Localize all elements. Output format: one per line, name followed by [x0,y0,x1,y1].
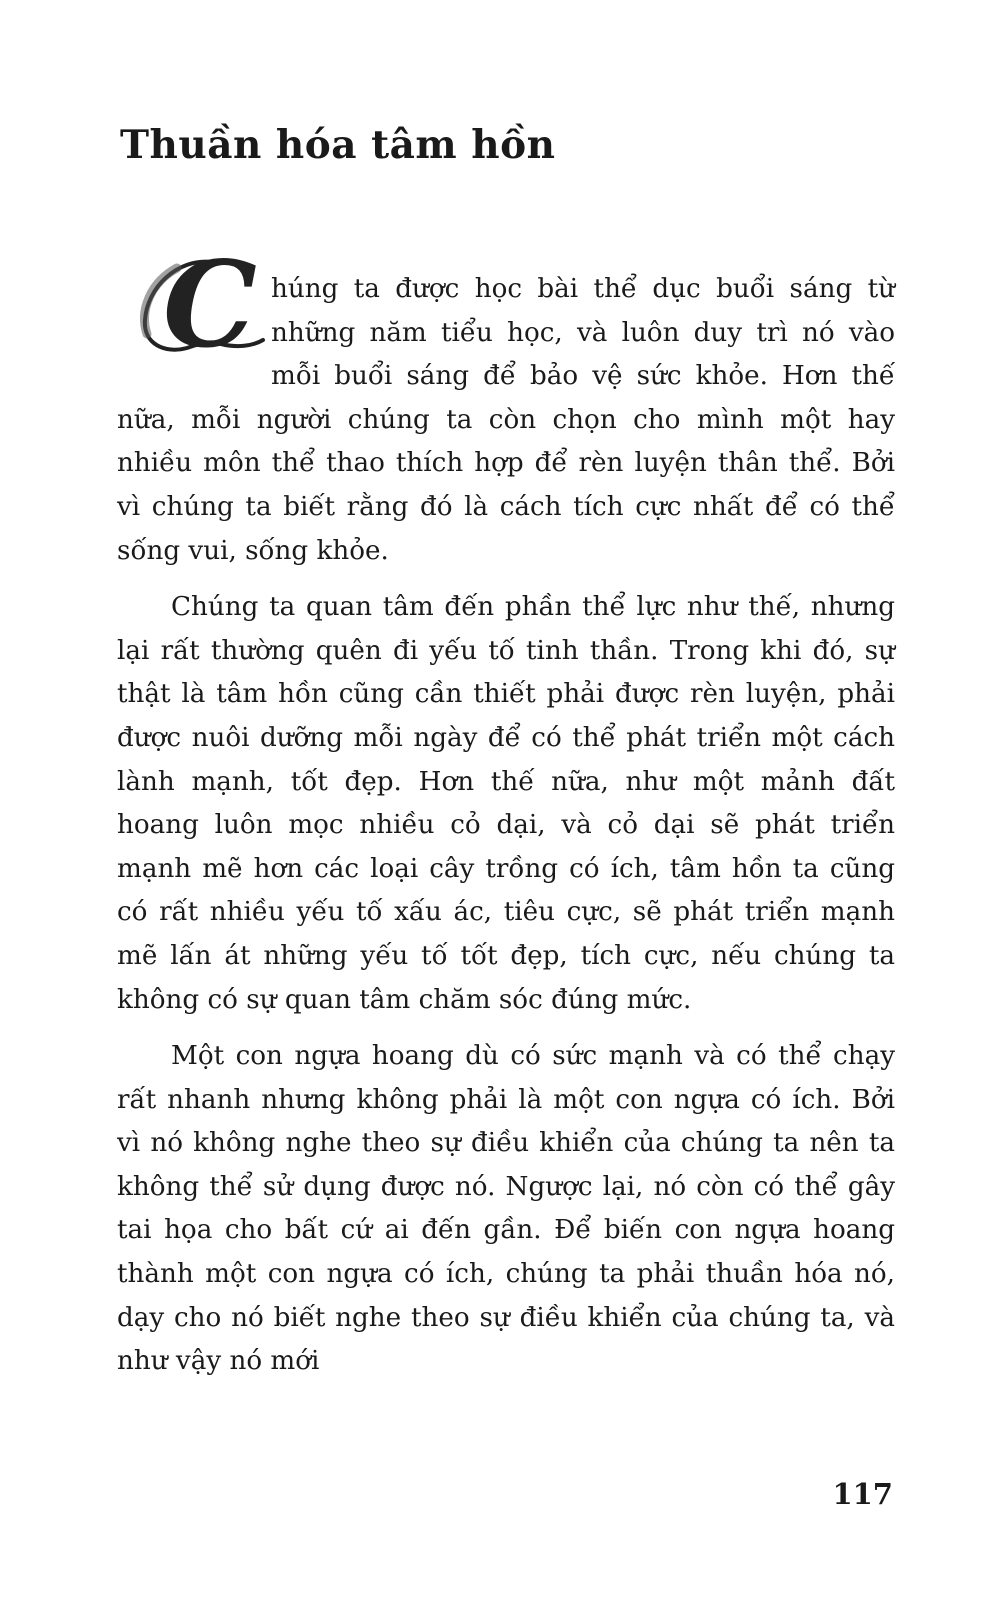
paragraph-3: Một con ngựa hoang dù có sức mạnh và có thể chạy rất nhanh nhưng không phải là một con ngựa có ích. Bởi vì nó không nghe theo sự điều khiển của chúng ta nên ta không thể sử dụng được nó. Ngược lại, nó còn có thể gây tai họa cho bất cứ ai đến gần. Để biến con ngựa hoang thành một con ngựa có ích, chúng ta phải thuần hóa nó, dạy cho nó biết nghe theo sự điều khiển của chúng ta, và như vậy nó mới [117,1041,895,1377]
drop-cap-letter: C [163,235,257,374]
drop-cap [117,235,267,374]
chapter-title: Thuần hóa tâm hồn [120,122,556,168]
body-text [117,235,895,1384]
paragraph-1-text: húng ta được học bài thể dục buổi sáng từ những năm tiểu học, và luôn duy trì nó vào mỗi buổi sáng để bảo vệ sức khỏe. Hơn thế nữa, mỗi người chúng ta còn chọn cho mình một hay nhiều môn thể thao thích hợp để rèn luyện thân thể. Bởi vì chúng ta biết rằng đó là cách tích cực nhất để có thể sống vui, sống khỏe. [117,274,895,566]
page-number: 117 [832,1477,893,1511]
paragraph-1 [117,235,895,573]
paragraph-2: Chúng ta quan tâm đến phần thể lực như thế, nhưng lại rất thường quên đi yếu tố tinh thần. Trong khi đó, sự thật là tâm hồn cũng cần thiết phải được rèn luyện, phải được nuôi dưỡng mỗi ngày để có thể phát triển một cách lành mạnh, tốt đẹp. Hơn thế nữa, như một mảnh đất hoang luôn mọc nhiều cỏ dại, và cỏ dại sẽ phát triển mạnh mẽ hơn các loại cây trồng có ích, tâm hồn ta cũng có rất nhiều yếu tố xấu ác, tiêu cực, sẽ phát triển mạnh mẽ lấn át những yếu tố tốt đẹp, tích cực, nếu chúng ta không có sự quan tâm chăm sóc đúng mức. [117,592,895,1015]
